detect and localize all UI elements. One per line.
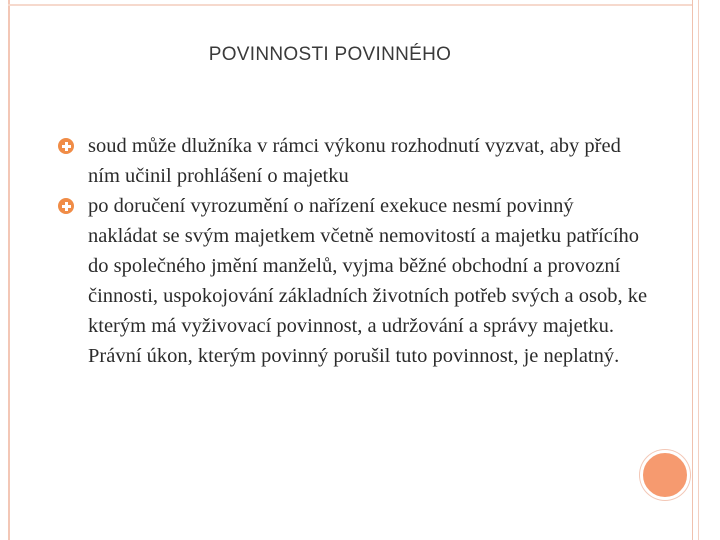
bullet-item bbox=[58, 131, 648, 191]
frame-top-line bbox=[8, 4, 692, 6]
slide-title: POVINNOSTI POVINNÉHO bbox=[208, 44, 452, 65]
decorative-circle bbox=[640, 450, 690, 500]
frame-right-line bbox=[692, 0, 693, 540]
bullet-item bbox=[58, 191, 648, 371]
frame-left-line bbox=[8, 0, 10, 540]
bullet-text: soud může dlužníka v rámci výkonu rozhodnutí vyzvat, aby před ním učinil prohlášení o majetku bbox=[88, 135, 621, 187]
plus-circle-icon bbox=[58, 198, 74, 214]
bullet-text: po doručení vyrozumění o nařízení exekuce nesmí povinný nakládat se svým majetkem včetně nemovitostí a majetku patřícího do společného jmění manželů, vyjma běžné obchodní a provozní činnosti, uspokojování základních životních potřeb svých a osob, ke kterým má vyživovací povinnost, a udržování a správy majetku. Právní úkon, kterým povinný porušil tuto povinnost, je neplatný. bbox=[88, 195, 648, 367]
bullet-list bbox=[58, 131, 648, 371]
frame-right-inner-line bbox=[698, 0, 699, 540]
plus-circle-icon bbox=[58, 138, 74, 154]
